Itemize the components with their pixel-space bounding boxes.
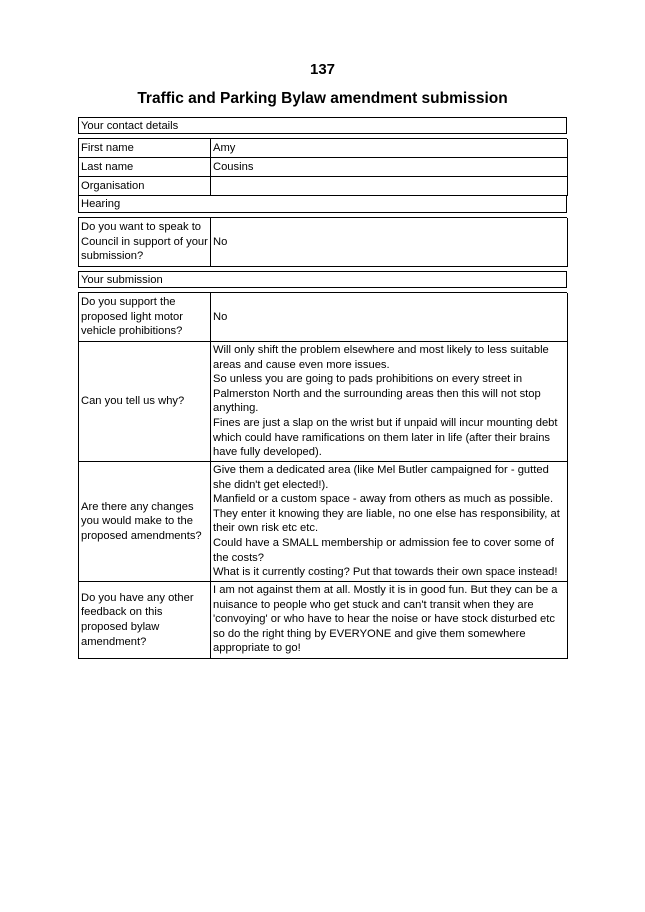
organisation-value <box>211 177 568 196</box>
changes-paragraph: Could have a SMALL membership or admission fee to cover some of the costs? <box>213 536 554 564</box>
why-value <box>211 342 568 462</box>
why-paragraph: Will only shift the problem elsewhere and most likely to less suitable areas and cause even more issues. <box>213 344 549 371</box>
contact-table <box>78 138 567 196</box>
changes-paragraph: Manfield or a custom space - away from others as much as possible. They enter it knowing they are liable, no one else has responsibility, at their own risk etc etc. <box>213 493 560 535</box>
organisation-label: Organisation <box>79 177 211 196</box>
changes-label: Are there any changes you would make to the proposed amendments? <box>79 462 211 582</box>
last-name-label: Last name <box>79 158 211 177</box>
changes-paragraph: What is it currently costing? Put that towards their own space instead! <box>213 566 558 579</box>
why-paragraph: Fines are just a slap on the wrist but if unpaid will incur mounting debt which could have ramifications on them later in life (after their brains have fully developed). <box>213 416 558 459</box>
section-header-submission: Your submission <box>78 271 567 288</box>
submission-table <box>78 292 567 659</box>
support-prohibitions-label: Do you support the proposed light motor vehicle prohibitions? <box>79 293 211 342</box>
speak-to-council-label: Do you want to speak to Council in support of your submission? <box>79 218 211 267</box>
other-feedback-value <box>211 582 568 659</box>
last-name-value: Cousins <box>211 158 568 177</box>
submission-form <box>78 117 567 659</box>
why-paragraph: So unless you are going to pads prohibitions on every street in Palmerston North and the surrounding areas then this will not stop anything. <box>213 373 541 415</box>
changes-value <box>211 462 568 582</box>
section-header-contact: Your contact details <box>78 117 567 134</box>
document-title: Traffic and Parking Bylaw amendment submission <box>137 90 508 107</box>
page-number: 137 <box>309 61 336 78</box>
other-feedback-label: Do you have any other feedback on this proposed bylaw amendment? <box>79 582 211 659</box>
first-name-label: First name <box>79 139 211 158</box>
speak-to-council-value: No <box>211 218 568 267</box>
feedback-paragraph: I am not against them at all. Mostly it is in good fun. But they can be a nuisance to people who get stuck and can't transit when they are 'convoying' or who have to hear the noise or have stock disturbed etc so do the right thing by EVERYONE and give them somewhere appropriate to go! <box>213 584 558 655</box>
support-prohibitions-value: No <box>211 293 568 342</box>
first-name-value: Amy <box>211 139 568 158</box>
why-label: Can you tell us why? <box>79 342 211 462</box>
section-header-hearing: Hearing <box>78 196 567 213</box>
hearing-table <box>78 217 567 267</box>
changes-paragraph: Give them a dedicated area (like Mel Butler campaigned for - gutted she didn't get elected!). <box>213 464 549 491</box>
